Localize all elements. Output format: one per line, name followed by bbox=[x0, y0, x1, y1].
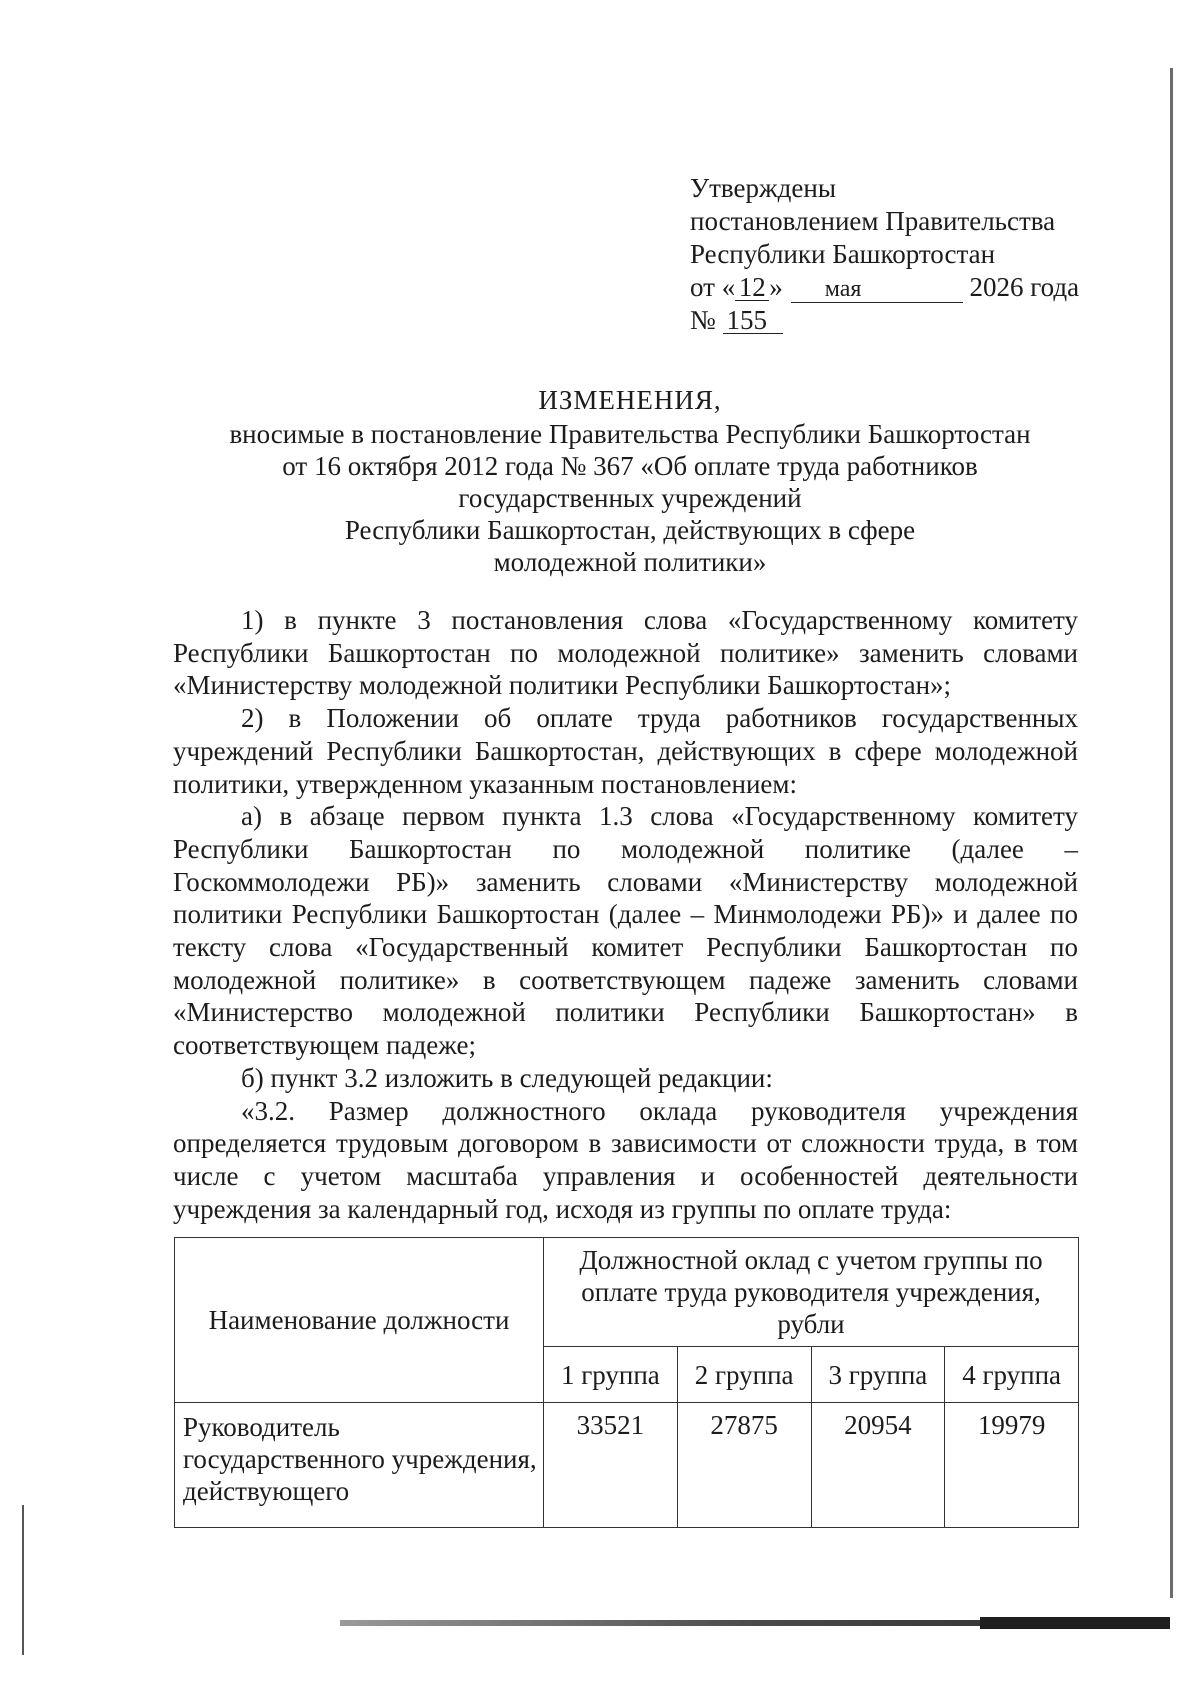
salary-table bbox=[174, 1237, 1079, 1528]
heading-line: молодежной политики» bbox=[493, 547, 767, 577]
position-name-cell: Руководитель государственного учреждения, действующего bbox=[175, 1403, 544, 1528]
number-value: 155 bbox=[723, 307, 783, 334]
header-group-4: 4 группа bbox=[945, 1347, 1079, 1403]
scan-edge-bottom-dark bbox=[980, 1617, 1170, 1629]
number-prefix: № bbox=[690, 305, 723, 335]
date-day: 12 bbox=[735, 274, 769, 301]
salary-cell-group-2: 27875 bbox=[677, 1403, 811, 1528]
header-position-name: Наименование должности bbox=[175, 1238, 544, 1403]
approval-stamp bbox=[690, 172, 1079, 337]
date-month: мая bbox=[791, 276, 963, 303]
paragraph: а) в абзаце первом пункта 1.3 слова «Государственному комитету Республики Башкортостан по молодежной политике (далее – Госкоммолодежи РБ)» заменить словами «Министерству молодежной политики Республики Башкортостан (далее – Минмолодежи РБ)» и далее по тексту слова «Государственный комитет Республики Башкортостан по молодежной политике» в соответствующем падеже заменить словами «Министерство молодежной политики Республики Башкортостан» в соответствующем падеже; bbox=[173, 801, 1078, 1061]
scan-edge-left bbox=[22, 1505, 24, 1655]
document-body bbox=[173, 604, 1078, 1225]
heading-line: государственных учреждений bbox=[458, 483, 802, 513]
date-mid: » bbox=[769, 272, 783, 302]
heading-line: вносимые в постановление Правительства Республики Башкортостан bbox=[229, 419, 1031, 449]
paragraph: 2) в Положении об оплате труда работников государственных учреждений Республики Башкортостан, действующих в сфере молодежной политики, утвержденном указанным постановлением: bbox=[173, 703, 1078, 799]
document-heading bbox=[130, 384, 1130, 578]
header-group-2: 2 группа bbox=[677, 1347, 811, 1403]
salary-cell-group-1: 33521 bbox=[544, 1403, 678, 1528]
approval-line-1: Утверждены bbox=[690, 173, 836, 203]
header-group-3: 3 группа bbox=[811, 1347, 945, 1403]
approval-line-3: Республики Башкортостан bbox=[690, 239, 996, 269]
header-salary-group: Должностной оклад с учетом группы по оплате труда руководителя учреждения, рубли bbox=[544, 1238, 1079, 1347]
approval-number bbox=[690, 304, 1079, 337]
table-row bbox=[175, 1403, 1079, 1528]
approval-date bbox=[690, 271, 1079, 304]
scan-edge-right bbox=[1170, 68, 1173, 1598]
document-title: ИЗМЕНЕНИЯ, bbox=[538, 385, 722, 415]
salary-cell-group-4: 19979 bbox=[945, 1403, 1079, 1528]
date-prefix: от « bbox=[690, 272, 736, 302]
heading-line: от 16 октября 2012 года № 367 «Об оплате труда работников bbox=[282, 451, 978, 481]
approval-line-2: постановлением Правительства bbox=[690, 206, 1056, 236]
date-year: 2026 года bbox=[969, 272, 1080, 302]
salary-cell-group-3: 20954 bbox=[811, 1403, 945, 1528]
paragraph: «3.2. Размер должностного оклада руководителя учреждения определяется трудовым договором в зависимости от сложности труда, в том числе с учетом масштаба управления и особенностей деятельности учреждения за календарный год, исходя из группы по оплате труда: bbox=[173, 1095, 1078, 1224]
table-header-row bbox=[175, 1238, 1079, 1347]
header-group-1: 1 группа bbox=[544, 1347, 678, 1403]
paragraph: 1) в пункте 3 постановления слова «Государственному комитету Республики Башкортостан по молодежной политике» заменить словами «Министерству молодежной политики Республики Башкортостан»; bbox=[173, 605, 1078, 701]
paragraph: б) пункт 3.2 изложить в следующей редакции: bbox=[241, 1062, 773, 1093]
heading-line: Республики Башкортостан, действующих в сфере bbox=[344, 515, 916, 545]
